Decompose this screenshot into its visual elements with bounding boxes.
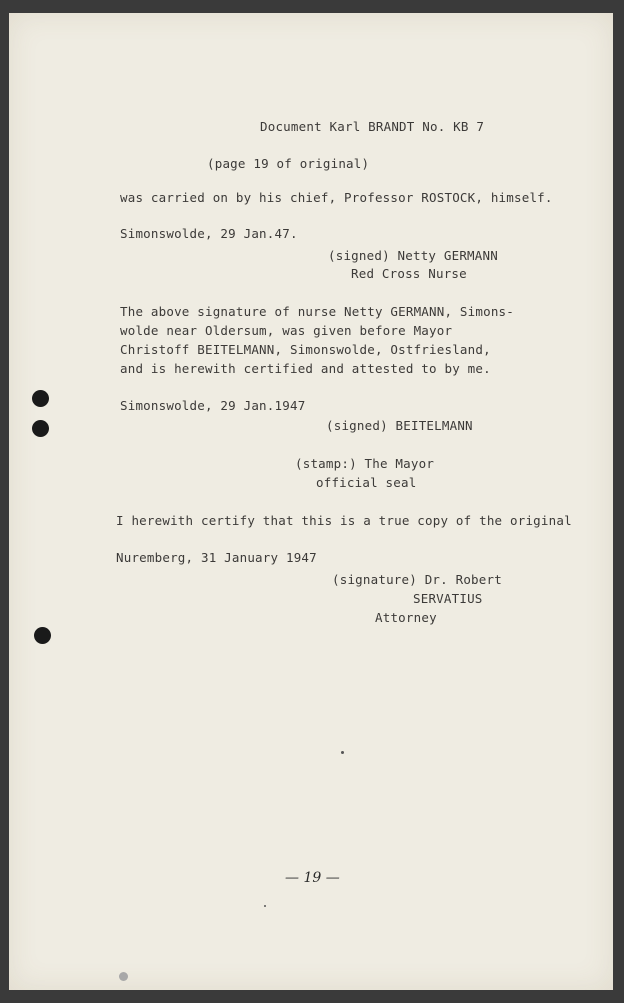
mayor-seal: official seal xyxy=(316,475,417,490)
punch-hole-top xyxy=(32,390,49,407)
nurse-title: Red Cross Nurse xyxy=(351,266,467,281)
document-id: Document Karl BRANDT No. KB 7 xyxy=(260,119,485,134)
certification-line-1: The above signature of nurse Netty GERMANN, Simons- xyxy=(120,304,515,319)
first-place-date: Simonswolde, 29 Jan.47. xyxy=(120,226,298,241)
continuation-text: was carried on by his chief, Professor ROSTOCK, himself. xyxy=(120,190,553,205)
mayor-signature: (signed) BEITELMANN xyxy=(326,418,473,433)
punch-hole-bottom xyxy=(34,627,51,644)
page-number: — 19 — xyxy=(285,870,340,886)
mayor-stamp: (stamp:) The Mayor xyxy=(295,456,435,471)
certification-line-4: and is herewith certified and attested to by me. xyxy=(120,361,491,376)
document-page xyxy=(9,13,613,990)
nurse-signature: (signed) Netty GERMANN xyxy=(328,248,498,263)
speck-mark xyxy=(119,972,128,981)
attorney-name: SERVATIUS xyxy=(413,591,483,606)
true-copy-statement: I herewith certify that this is a true copy of the original xyxy=(116,513,572,528)
attorney-signature: (signature) Dr. Robert xyxy=(332,572,502,587)
speck-mark xyxy=(264,905,266,907)
attorney-title: Attorney xyxy=(375,610,437,625)
page-reference: (page 19 of original) xyxy=(207,156,370,171)
certification-line-2: wolde near Oldersum, was given before Mayor xyxy=(120,323,453,338)
speck-mark xyxy=(341,751,344,754)
punch-hole-middle xyxy=(32,420,49,437)
certification-line-3: Christoff BEITELMANN, Simonswolde, Ostfriesland, xyxy=(120,342,491,357)
mayor-place-date: Simonswolde, 29 Jan.1947 xyxy=(120,398,306,413)
attorney-place-date: Nuremberg, 31 January 1947 xyxy=(116,550,317,565)
